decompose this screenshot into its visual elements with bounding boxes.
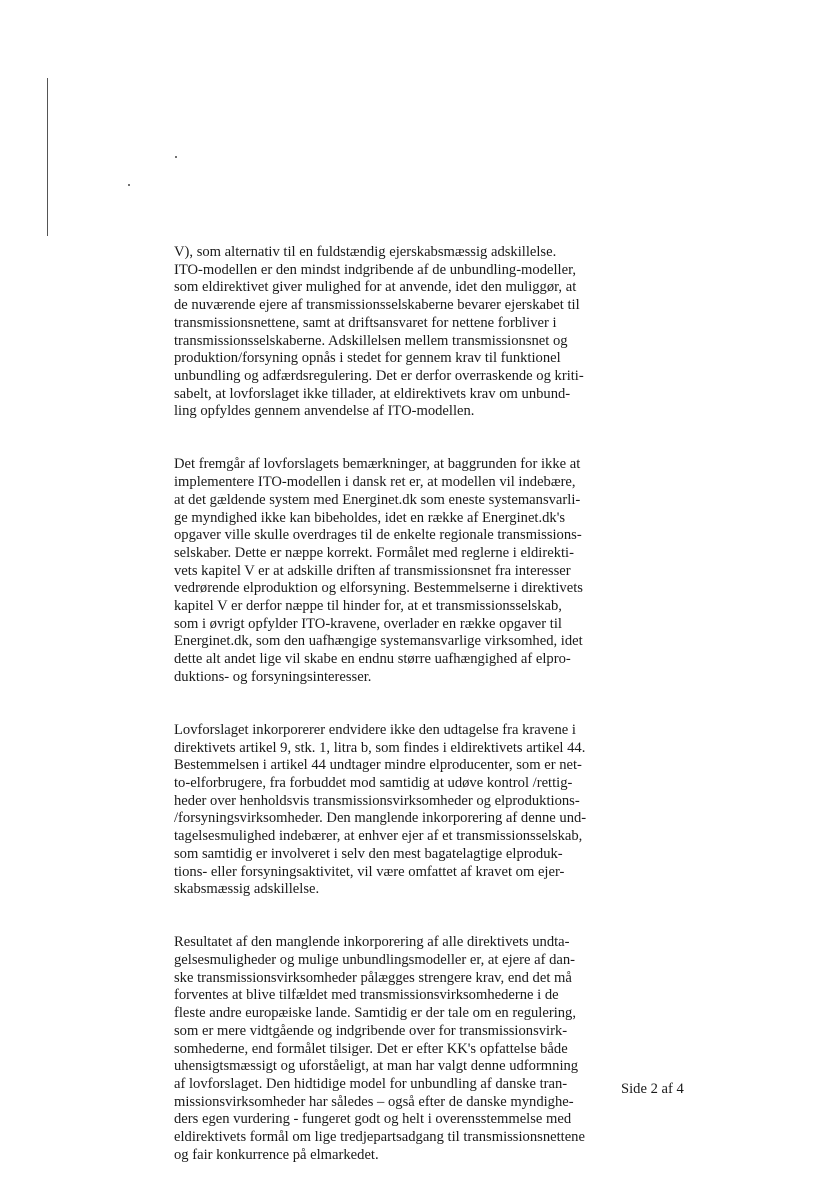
text-line: missionsvirksomheder har således – også efter de danske myndighe- (174, 1093, 574, 1110)
text-line: som samtidig er involveret i selv den mest bagatelagtige elproduk- (174, 845, 563, 862)
text-line: to-elforbrugere, fra forbuddet mod samtidig at udøve kontrol /rettig- (174, 775, 573, 792)
text-line: vedrørende elproduktion og elforsyning. Bestemmelserne i direktivets (174, 580, 583, 597)
text-line: fleste andre europæiske lande. Samtidig er der tale om en regulering, (174, 1005, 576, 1022)
text-line: duktions- og forsyningsinteresser. (174, 668, 372, 685)
text-line: V), som alternativ til en fuldstændig ejerskabsmæssig adskillelse. (174, 244, 557, 260)
text-line: somhederne, end formålet tilsiger. Det er efter KK's opfattelse både (174, 1040, 568, 1057)
text-line: som i øvrigt opfylder ITO-kravene, overlader en række opgaver til (174, 615, 562, 632)
document-body (174, 244, 594, 1200)
paragraph (174, 722, 594, 899)
text-line: transmissionsselskaberne. Adskillelsen mellem transmissionsnet og (174, 332, 568, 349)
text-line: vets kapitel V er at adskille driften af transmissionsnet fra interesser (174, 562, 571, 579)
text-line: og fair konkurrence på elmarkedet. (174, 1146, 379, 1163)
text-line: tagelsesmulighed indebærer, at enhver ejer af et transmissionsselskab, (174, 828, 583, 845)
text-line: Resultatet af den manglende inkorporering af alle direktivets undta- (174, 934, 570, 951)
text-line: tions- eller forsyningsaktivitet, vil være omfattet af kravet om ejer- (174, 863, 565, 880)
text-line: uhensigtsmæssigt og uforståeligt, at man har valgt denne udformning (174, 1058, 579, 1075)
text-line: forventes at blive tilfældet med transmissionsvirksomhederne i de (174, 987, 559, 1004)
text-line: heder over henholdsvis transmissionsvirksomheder og elproduktions- (174, 792, 580, 809)
text-line: dette alt andet lige vil skabe en endnu større uafhængighed af elpro- (174, 651, 571, 668)
scan-speck (175, 156, 177, 158)
text-line: som er mere vidtgående og indgribende over for transmissionsvirk- (174, 1022, 568, 1039)
text-line: transmissionsnettene, samt at driftsansvaret for nettene forbliver i (174, 314, 557, 331)
text-line: ITO-modellen er den mindst indgribende af de unbundling-modeller, (174, 261, 576, 278)
text-line: /forsyningsvirksomheder. Den manglende inkorporering af denne und- (174, 810, 587, 827)
text-line: af lovforslaget. Den hidtidige model for unbundling af danske tran- (174, 1076, 568, 1092)
text-line: gelsesmuligheder og mulige unbundlingsmodeller er, at ejere af dan- (174, 952, 576, 969)
text-line: ders egen vurdering - fungeret godt og helt i overensstemmelse med (174, 1111, 572, 1128)
text-line: de nuværende ejere af transmissionsselskaberne bevarer ejerskabet til (174, 297, 580, 314)
paragraph (174, 244, 594, 421)
text-line: opgaver ville skulle overdrages til de enkelte regionale transmissions- (174, 527, 582, 544)
paragraph (174, 934, 594, 1164)
text-line: som eldirektivet giver mulighed for at anvende, idet den muliggør, at (174, 279, 577, 296)
text-line: unbundling og adfærdsregulering. Det er derfor overraskende og kriti- (174, 367, 584, 384)
text-line: Bestemmelsen i artikel 44 undtager mindre elproducenter, som er net- (174, 757, 582, 774)
text-line: kapitel V er derfor næppe til hinder for, at et transmissionsselskab, (174, 598, 562, 615)
text-line: direktivets artikel 9, stk. 1, litra b, som findes i eldirektivets artikel 44. (174, 739, 586, 756)
text-line: ge myndighed ikke kan bibeholdes, idet en række af Energinet.dk's (174, 509, 566, 526)
text-line: Det fremgår af lovforslagets bemærkninger, at baggrunden for ikke at (174, 456, 581, 473)
text-line: sabelt, at lovforslaget ikke tillader, at eldirektivets krav om unbund- (174, 385, 571, 402)
text-line: at det gældende system med Energinet.dk som eneste systemansvarli- (174, 491, 581, 508)
scan-margin-line (47, 78, 48, 236)
text-line: skabsmæssig adskillelse. (174, 881, 320, 898)
text-line: implementere ITO-modellen i dansk ret er, at modellen vil indebære, (174, 474, 576, 491)
text-line: produktion/forsyning opnås i stedet for gennem krav til funktionel (174, 350, 561, 367)
paragraph (174, 456, 594, 686)
scan-speck (128, 184, 130, 186)
text-line: ske transmissionsvirksomheder pålægges strengere krav, end det må (174, 969, 572, 986)
text-line: Energinet.dk, som den uafhængige systemansvarlige virksomhed, idet (174, 633, 583, 650)
text-line: selskaber. Dette er næppe korrekt. Formålet med reglerne i eldirekti- (174, 544, 574, 561)
page-number: Side 2 af 4 (621, 1081, 684, 1097)
text-line: Lovforslaget inkorporerer endvidere ikke den udtagelse fra kravene i (174, 721, 576, 738)
text-line: eldirektivets formål om lige tredjepartsadgang til transmissionsnettene (174, 1129, 585, 1146)
text-line: ling opfyldes gennem anvendelse af ITO-modellen. (174, 403, 475, 420)
